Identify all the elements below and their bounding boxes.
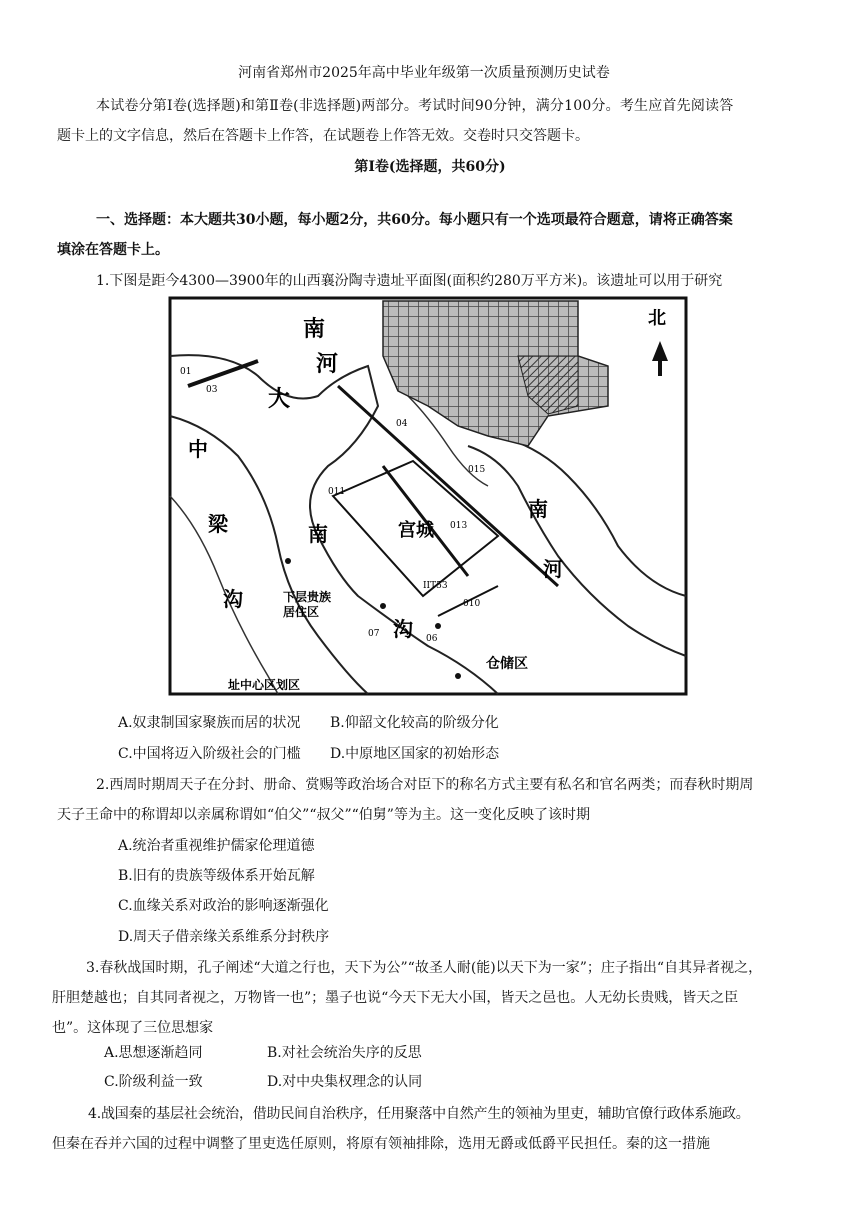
intro-line-2: 题卡上的文字信息，然后在答题卡上作答，在试题卷上作答无效。交卷时只交答题卡。 xyxy=(57,128,589,144)
part-title: 第Ⅰ卷(选择题，共60分) xyxy=(354,159,506,175)
map-label-nan-right: 南 xyxy=(528,497,548,521)
q3-stem-1: 3.春秋战国时期，孔子阐述“大道之行也，天下为公”“故圣人耐(能)以天下为一家”；庄子指出“自其异者视之， xyxy=(86,960,763,976)
map-label-nan: 南 xyxy=(303,316,326,342)
q4-stem-2: 但秦在吞并六国的过程中调整了里吏选任原则，将原有领袖排除，选用无爵或低爵平民担任。秦的这一措施 xyxy=(52,1136,710,1152)
map-label-nan-gou-2: 沟 xyxy=(393,617,413,641)
map-label-he-right: 河 xyxy=(543,557,563,581)
map-label-nan-gou-1: 南 xyxy=(308,522,328,546)
map-label-lower-noble-2: 居住区 xyxy=(283,605,320,619)
map-label-center: 址中心区划区 xyxy=(228,678,301,692)
map-label-zhong: 中 xyxy=(188,437,208,461)
q2-option-d: D.周天子借亲缘关系维系分封秩序 xyxy=(118,929,330,945)
q1-option-a: A.奴隶制国家聚族而居的状况 xyxy=(118,715,301,731)
map-label-lower-noble: 下层贵族 xyxy=(283,590,332,604)
q3-stem-2: 肝胆楚越也；自其同者视之，万物皆一也”；墨子也说“今天下无大小国，皆天之邑也。人无幼长贵贱，皆天之臣 xyxy=(52,990,739,1006)
q2-option-c: C.血缘关系对政治的影响逐渐强化 xyxy=(118,898,329,914)
section-heading-2: 填涂在答题卡上。 xyxy=(57,242,169,258)
map-code: 03 xyxy=(206,385,218,395)
q2-stem-1: 2.西周时期周天子在分封、册命、赏赐等政治场合对臣下的称名方式主要有私名和官名两类；而春秋时期周 xyxy=(96,777,754,793)
map-code: 011 xyxy=(328,487,346,497)
q1-option-d: D.中原地区国家的初始形态 xyxy=(330,746,500,762)
q4-stem-1: 4.战国秦的基层社会统治，借助民间自治秩序，任用聚落中自然产生的领袖为里吏，辅助官僚行政体系施政。 xyxy=(88,1106,750,1122)
map-code: IIT53 xyxy=(423,581,448,591)
exam-title: 河南省郑州市2025年高中毕业年级第一次质量预测历史试卷 xyxy=(238,65,610,81)
q3-option-c: C.阶级利益一致 xyxy=(104,1074,203,1090)
map-code: 015 xyxy=(468,465,486,475)
section-heading-1: 一、选择题：本大题共30小题，每小题2分，共60分。每小题只有一个选项最符合题意，请将正确答案 xyxy=(96,212,733,228)
map-label-gou: 沟 xyxy=(223,587,243,611)
q1-option-c: C.中国将迈入阶级社会的门槛 xyxy=(118,746,301,762)
map-label-palace: 宫城 xyxy=(398,520,434,541)
q1-stem: 1.下图是距今4300—3900年的山西襄汾陶寺遗址平面图(面积约280万平方米)。该遗址可以用于研究 xyxy=(96,273,723,289)
q3-stem-3: 也”。这体现了三位思想家 xyxy=(52,1020,214,1036)
map-label-liang: 梁 xyxy=(208,512,228,536)
north-label: 北 xyxy=(648,308,666,329)
q2-option-a: A.统治者重视维护儒家伦理道德 xyxy=(118,838,315,854)
q3-option-b: B.对社会统治失序的反思 xyxy=(267,1045,422,1061)
q2-stem-2: 天子王命中的称谓却以亲属称谓如“伯父”“叔父”“伯舅”等为主。这一变化反映了该时期 xyxy=(57,807,590,823)
q1-option-b: B.仰韶文化较高的阶级分化 xyxy=(330,715,499,731)
map-code: 07 xyxy=(368,629,380,639)
intro-line-1: 本试卷分第Ⅰ卷(选择题)和第Ⅱ卷(非选择题)两部分。考试时间90分钟，满分100分。考生应首先阅读答 xyxy=(96,98,734,114)
q2-option-b: B.旧有的贵族等级体系开始瓦解 xyxy=(118,868,315,884)
map-code: 013 xyxy=(450,521,468,531)
q3-option-a: A.思想逐渐趋同 xyxy=(104,1045,203,1061)
q3-option-d: D.对中央集权理念的认同 xyxy=(267,1074,423,1090)
taosi-site-map xyxy=(168,296,688,696)
map-label-he: 河 xyxy=(316,351,339,377)
map-code: 06 xyxy=(426,634,438,644)
map-code: 010 xyxy=(463,599,481,609)
map-label-granary: 仓储区 xyxy=(486,656,528,672)
map-code: 04 xyxy=(396,419,408,429)
map-label-da: 大 xyxy=(268,386,291,412)
map-code: 01 xyxy=(180,367,192,377)
